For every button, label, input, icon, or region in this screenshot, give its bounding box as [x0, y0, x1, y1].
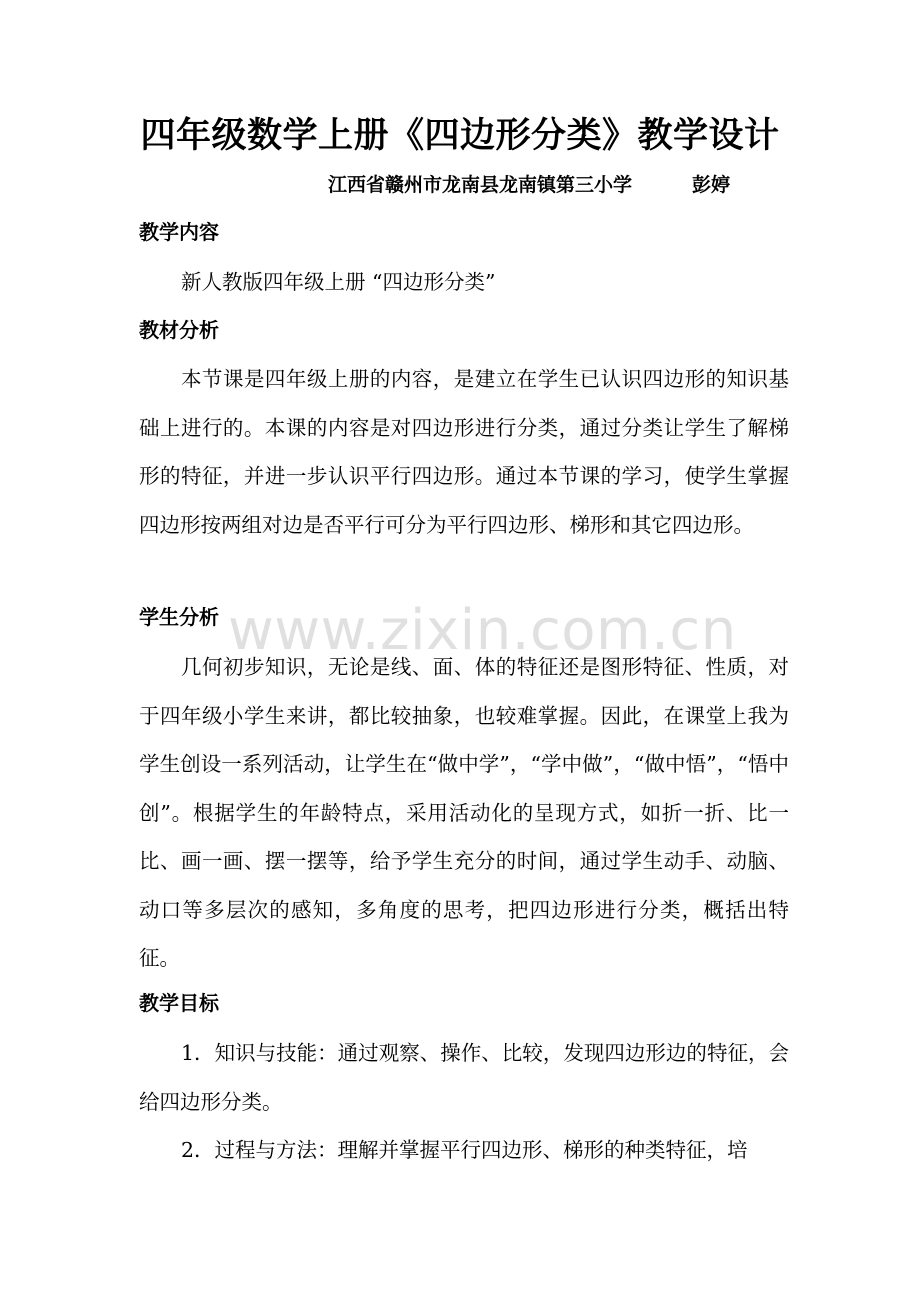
heading-textbook-analysis: 教材分析 [139, 318, 219, 342]
heading-content: 教学内容 [139, 220, 219, 244]
byline [328, 170, 730, 200]
watermark: www.zixin.com.cn [228, 598, 737, 663]
student-analysis-paragraph: 几何初步知识，无论是线、面、体的特征还是图形特征、性质，对于四年级小学生来讲，都比较抽象，也较难掌握。因此，在课堂上我为学生创设一系列活动，让学生在“做中学”，“学中做”，“做中悟”，“悟中创”。根据学生的年龄特点，采用活动化的呈现方式，如折一折、比一比、画一画、摆一摆等，给予学生充分的时间，通过学生动手、动脑、动口等多层次的感知，多角度的思考，把四边形进行分类，概括出特征。 [139, 655, 789, 970]
goal-item-1: 1．知识与技能：通过观察、操作、比较，发现四边形边的特征，会给四边形分类。 [139, 1041, 789, 1114]
document-title: 四年级数学上册《四边形分类》教学设计 [140, 116, 780, 156]
content-paragraph: 新人教版四年级上册 “四边形分类” [181, 270, 496, 294]
author-name: 彭婷 [692, 174, 731, 196]
heading-student-analysis: 学生分析 [139, 605, 219, 629]
goal-item-2: 2．过程与方法：理解并掌握平行四边形、梯形的种类特征，培 [181, 1138, 748, 1162]
heading-teaching-goals: 教学目标 [139, 991, 219, 1015]
school-name: 江西省赣州市龙南县龙南镇第三小学 [328, 174, 633, 196]
textbook-analysis-paragraph: 本节课是四年级上册的内容，是建立在学生已认识四边形的知识基础上进行的。本课的内容是对四边形进行分类，通过分类让学生了解梯形的特征，并进一步认识平行四边形。通过本节课的学习，使学生掌握四边形按两组对边是否平行可分为平行四边形、梯形和其它四边形。 [139, 367, 789, 537]
